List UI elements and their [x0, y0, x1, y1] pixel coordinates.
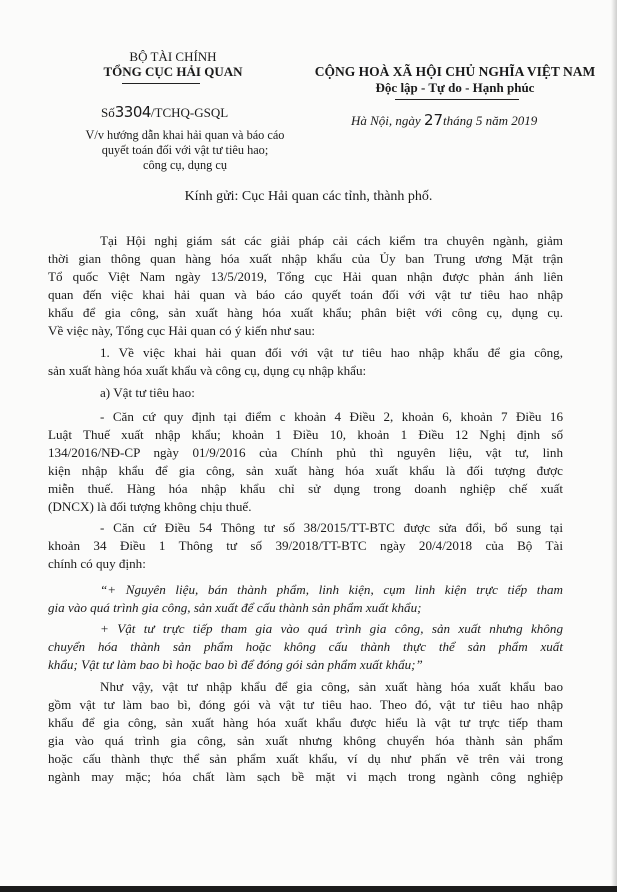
doc-number-prefix: Số [101, 105, 115, 120]
body-line: ngành may mặc; hóa chất làm sạch bề mặt vi mạch trong ngành công nghiệp [48, 769, 563, 784]
body-line: chính có quy định: [48, 556, 146, 571]
subject-line-1: V/v hướng dẫn khai hải quan và báo cáo [85, 128, 285, 142]
date-suffix: tháng 5 năm 2019 [443, 113, 538, 128]
country-name: CỘNG HOÀ XÃ HỘI CHỦ NGHĨA VIỆT NAM [314, 64, 596, 79]
greeting: Kính gửi: Cục Hải quan các tỉnh, thành phố. [184, 189, 433, 204]
department-name: TỔNG CỤC HẢI QUAN [103, 64, 243, 79]
motto-underline [395, 99, 519, 100]
body-line: gồm vật tư làm bao bì, đóng gói và vật tư tiêu hao. Theo đó, vật tư tiêu hao nhập [48, 697, 563, 712]
body-line: Luật Thuế xuất nhập khẩu; khoản 1 Điều 10, khoản 1 Điều 12 Nghị định số [48, 427, 563, 442]
document-number [101, 103, 228, 121]
body-line: “+ Nguyên liệu, bán thành phẩm, linh kiện, cụm linh kiện trực tiếp tham [100, 582, 563, 597]
body-line: Như vậy, vật tư nhập khẩu để gia công, sản xuất hàng hóa xuất khẩu bao [100, 679, 563, 694]
date-prefix: Hà Nội, ngày [351, 113, 424, 128]
body-line: kiện nhập khẩu để gia công, sản xuất hàng hóa xuất khẩu là đối tượng được [48, 463, 563, 478]
body-line: khoản 34 Điều 1 Thông tư số 39/2018/TT-BTC ngày 20/4/2018 của Bộ Tài [48, 538, 563, 553]
date-line [351, 111, 537, 129]
doc-number-handwritten: 3304 [114, 103, 151, 121]
body-line: - Căn cứ quy định tại điểm c khoản 4 Điều 2, khoản 6, khoản 7 Điều 16 [100, 409, 563, 424]
body-line: khẩu để gia công, sản xuất hàng hóa xuất khẩu; phân biệt với công cụ, dụng cụ. [48, 305, 563, 320]
body-line: thời gian thông quan hàng hóa xuất nhập khẩu của Ủy ban Trung ương Mặt trận [48, 251, 563, 266]
ministry-name: BỘ TÀI CHÍNH [129, 49, 217, 64]
body-line: khẩu để gia công, sản xuất hàng hóa xuất khẩu được hiểu là vật tư trực tiếp tham [48, 715, 563, 730]
body-line: a) Vật tư tiêu hao: [100, 385, 195, 400]
body-line: 1. Về việc khai hải quan đối với vật tư tiêu hao nhập khẩu để gia công, [100, 345, 563, 360]
body-line: 134/2016/NĐ-CP ngày 01/9/2016 của Chính phủ thì nguyên liệu, vật tư, linh [48, 445, 563, 460]
body-line: khẩu; Vật tư làm bao bì hoặc bao bì để đóng gói sản phẩm xuất khẩu;” [48, 657, 423, 672]
subject-line-3: công cụ, dụng cụ [142, 158, 227, 172]
body-line: hoặc cấu thành thực thể sản phẩm xuất khẩu, ví dụ như phấn vẽ trên vải trong [48, 751, 563, 766]
body-line: Tổ quốc Việt Nam ngày 13/5/2019, Tổng cục Hải quan nhận được phản ánh liên [48, 269, 563, 284]
department-underline [122, 83, 200, 84]
body-line: Về việc này, Tổng cục Hải quan có ý kiến như sau: [48, 323, 316, 338]
subject-line-2: quyết toán đối với vật tư tiêu hao; [101, 143, 269, 157]
doc-number-suffix: /TCHQ-GSQL [150, 105, 229, 120]
body-line: gia vào quá trình gia công, sản xuất nhưng không chuyển hóa thành sản phẩm [48, 733, 563, 748]
scan-edge-shadow [611, 0, 617, 892]
scan-bottom-edge [0, 886, 617, 892]
body-line: Tại Hội nghị giám sát các giải pháp cải cách kiểm tra chuyên ngành, giảm [100, 233, 563, 248]
body-line: quan đến việc khai hải quan và báo cáo quyết toán đối với vật tư tiêu hao nhập [48, 287, 563, 302]
body-line: - Căn cứ Điều 54 Thông tư số 38/2015/TT-BTC được sửa đổi, bổ sung tại [100, 520, 563, 535]
body-line: + Vật tư trực tiếp tham gia vào quá trình gia công, sản xuất nhưng không [100, 621, 563, 636]
date-handwritten-day: 27 [423, 111, 444, 129]
national-motto: Độc lập - Tự do - Hạnh phúc [375, 80, 535, 95]
body-line: sản xuất hàng hóa xuất khẩu và công cụ, dụng cụ nhập khẩu: [48, 363, 367, 378]
body-line: miễn thuế. Hàng hóa nhập khẩu chỉ sử dụng trong doanh nghiệp chế xuất [48, 481, 563, 496]
body-line: gia vào quá trình gia công, sản xuất để cấu thành sản phẩm xuất khẩu; [48, 600, 422, 615]
body-line: chuyển hóa thành sản phẩm hoặc không cấu thành thực thể sản phẩm xuất [48, 639, 563, 654]
body-line: (DNCX) là đối tượng không chịu thuế. [48, 499, 252, 514]
